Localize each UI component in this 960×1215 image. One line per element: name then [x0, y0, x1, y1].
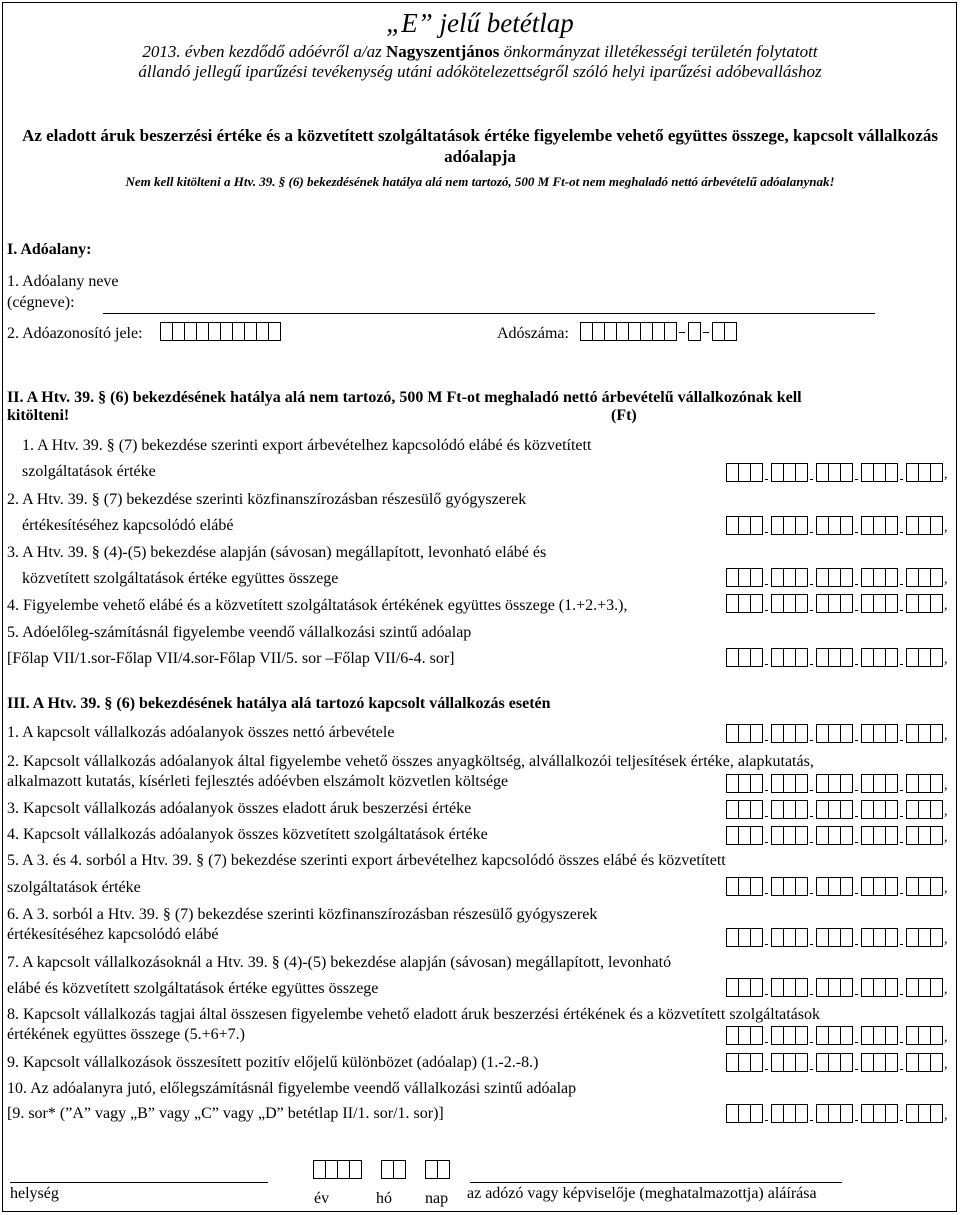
- s3-row2-line2: alkalmazott kutatás, kísérleti fejlesztés adóévben elszámolt közvetlen költsége: [7, 773, 509, 790]
- s3-row10-line2: [9. sor* (”A” vagy „B” vagy „C” vagy „D” betétlap II/1. sor/1. sor)]: [7, 1105, 444, 1122]
- name-field[interactable]: [103, 313, 875, 314]
- separator: [807, 648, 816, 667]
- separator: [852, 594, 861, 613]
- s2-row3-line2: közvetített szolgáltatások értéke együttes összege: [22, 570, 339, 587]
- digit-box[interactable]: [268, 322, 281, 341]
- separator: [807, 516, 816, 535]
- name-label-2: (cégneve):: [7, 294, 75, 311]
- separator: [807, 724, 816, 743]
- digit-box[interactable]: [930, 1104, 943, 1123]
- month-label: hó: [376, 1190, 392, 1207]
- s3-row9-amount[interactable]: [726, 1053, 948, 1072]
- s2-row5-line2: [Főlap VII/1.sor-Főlap VII/4.sor-Főlap VII/5. sor –Főlap VII/6-4. sor]: [7, 650, 455, 667]
- thousands-comma: ,: [944, 652, 948, 667]
- intro-part2: önkormányzat illetékességi területén folytatott állandó jellegű iparűzési tevékenység utáni adókötelezettségről szóló helyi iparűzési adóbevalláshoz: [138, 42, 822, 81]
- digit-box[interactable]: [930, 724, 943, 743]
- separator: [762, 800, 771, 819]
- unit-label: (Ft): [611, 407, 637, 424]
- digit-box[interactable]: [930, 978, 943, 997]
- separator: [852, 800, 861, 819]
- taxid-label: 2. Adóazonosító jele:: [7, 325, 143, 342]
- digit-box[interactable]: [930, 463, 943, 482]
- section1-title: I. Adóalany:: [7, 241, 92, 258]
- s3-row6-line2: értékesítéséhez kapcsolódó elábé: [7, 926, 219, 943]
- digit-box[interactable]: [930, 648, 943, 667]
- signature-label: az adózó vagy képviselője (meghatalmazottja) aláírása: [467, 1185, 817, 1202]
- digit-box[interactable]: [930, 928, 943, 947]
- separator: [807, 774, 816, 793]
- form-note: Nem kell kitölteni a Htv. 39. § (6) bekezdésének hatálya alá nem tartozó, 500 M Ft-ot nem meghaladó nettó árbevételű adóalanynak!: [125, 174, 835, 189]
- signature-field[interactable]: [470, 1182, 842, 1183]
- digit-box[interactable]: [930, 774, 943, 793]
- separator: [807, 1104, 816, 1123]
- separator: [897, 568, 906, 587]
- separator: [852, 877, 861, 896]
- separator: [762, 648, 771, 667]
- municipality-name: Nagyszentjános: [386, 42, 500, 61]
- separator: [852, 1026, 861, 1045]
- place-field[interactable]: [10, 1182, 268, 1183]
- s3-row2-line1: 2. Kapcsolt vállalkozás adóalanyok által figyelembe vehető összes anyagköltség, alvállalkozói teljesítések értéke, alapkutatás,: [7, 753, 814, 770]
- separator: [852, 774, 861, 793]
- name-label-1: 1. Adóalany neve: [7, 273, 119, 290]
- thousands-comma: ,: [944, 598, 948, 613]
- thousands-comma: ,: [944, 881, 948, 896]
- separator: [762, 724, 771, 743]
- thousands-comma: ,: [944, 1030, 948, 1045]
- thousands-comma: ,: [944, 1108, 948, 1123]
- thousands-comma: ,: [944, 520, 948, 535]
- intro-part1: 2013. évben kezdődő adóévről a/az: [142, 42, 387, 61]
- s3-row8-amount[interactable]: [726, 1026, 948, 1045]
- thousands-comma: ,: [944, 467, 948, 482]
- s3-row4-line1: 4. Kapcsolt vállalkozás adóalanyok összes közvetített szolgáltatások értéke: [7, 826, 488, 843]
- separator: [807, 463, 816, 482]
- s3-row10-line1: 10. Az adóalanyra jutó, előlegszámításnál figyelembe veendő vállalkozási szintű adóalap: [7, 1080, 577, 1097]
- separator: [852, 826, 861, 845]
- separator: [807, 928, 816, 947]
- s3-row3-amount[interactable]: [726, 800, 948, 819]
- separator: [762, 463, 771, 482]
- section2-title-1: II. A Htv. 39. § (6) bekezdésének hatálya alá nem tartozó, 500 M Ft-ot meghaladó nettó árbevételű vállalkozónak kell: [7, 389, 802, 406]
- separator: [807, 594, 816, 613]
- thousands-comma: ,: [944, 778, 948, 793]
- taxno-label: Adószáma:: [497, 325, 569, 342]
- s2-row2-line1: 2. A Htv. 39. § (7) bekezdése szerinti közfinanszírozásban részesülő gyógyszerek: [7, 491, 527, 508]
- separator: [762, 594, 771, 613]
- s3-row8-line1: 8. Kapcsolt vállalkozás tagjai által összesen figyelembe vehető eladott áruk beszerzési értékének és a közvetített szolgáltatások: [7, 1006, 821, 1023]
- form-intro: [120, 42, 840, 82]
- separator: [897, 594, 906, 613]
- separator: [897, 774, 906, 793]
- separator: [700, 322, 712, 341]
- taxno-field[interactable]: [580, 322, 736, 341]
- separator: [762, 568, 771, 587]
- separator: [762, 877, 771, 896]
- year-field[interactable]: [313, 1160, 361, 1179]
- separator: [897, 928, 906, 947]
- separator: [762, 1053, 771, 1072]
- separator: [807, 568, 816, 587]
- s2-row4-line1: 4. Figyelembe vehető elábé és a közvetített szolgáltatások értékének együttes összege (1.+2.+3.),: [7, 597, 628, 614]
- separator: [807, 1026, 816, 1045]
- thousands-comma: ,: [944, 982, 948, 997]
- s3-row7-line2: elábé és közvetített szolgáltatások értéke együttes összege: [7, 980, 379, 997]
- separator: [852, 1104, 861, 1123]
- separator: [852, 1053, 861, 1072]
- separator: [852, 928, 861, 947]
- thousands-comma: ,: [944, 1057, 948, 1072]
- section2-title-2: kitölteni!: [7, 407, 70, 424]
- s3-row5-amount[interactable]: [726, 877, 948, 896]
- separator: [762, 826, 771, 845]
- separator: [807, 800, 816, 819]
- s3-row3-line1: 3. Kapcsolt vállalkozás adóalanyok összes eladott áruk beszerzési értéke: [7, 800, 472, 817]
- separator: [897, 877, 906, 896]
- s2-row1-line1: 1. A Htv. 39. § (7) bekezdése szerinti export árbevételhez kapcsolódó elábé és közvetített: [22, 437, 592, 454]
- s2-row2-amount[interactable]: [726, 516, 948, 535]
- s2-row1-line2: szolgáltatások értéke: [22, 463, 156, 480]
- s2-row2-line2: értékesítéséhez kapcsolódó elábé: [22, 517, 234, 534]
- s3-row8-line2: értékének együttes összege (5.+6+7.): [7, 1026, 245, 1043]
- separator: [807, 1053, 816, 1072]
- section3-title: III. A Htv. 39. § (6) bekezdésének hatálya alá tartozó kapcsolt vállalkozás esetén: [7, 695, 551, 712]
- day-label: nap: [425, 1190, 449, 1207]
- digit-box[interactable]: [930, 800, 943, 819]
- s2-row3-amount[interactable]: [726, 568, 948, 587]
- digit-box[interactable]: [930, 877, 943, 896]
- thousands-comma: ,: [944, 830, 948, 845]
- s3-row1-line1: 1. A kapcsolt vállalkozás adóalanyok összes nettó árbevétele: [7, 724, 395, 741]
- s2-row1-amount[interactable]: [726, 463, 948, 482]
- s2-row3-line1: 3. A Htv. 39. § (4)-(5) bekezdése alapján (sávosan) megállapított, levonható elábé és: [7, 544, 547, 561]
- separator: [852, 463, 861, 482]
- s3-row4-amount[interactable]: [726, 826, 948, 845]
- separator: [852, 648, 861, 667]
- place-label: helység: [10, 1185, 59, 1202]
- separator: [897, 1053, 906, 1072]
- separator: [897, 648, 906, 667]
- s2-row5-line1: 5. Adóelőleg-számításnál figyelembe veendő vállalkozási szintű adóalap: [7, 624, 472, 641]
- digit-box[interactable]: [930, 516, 943, 535]
- separator: [807, 978, 816, 997]
- separator: [897, 978, 906, 997]
- s3-row10-amount[interactable]: [726, 1104, 948, 1123]
- digit-box[interactable]: [349, 1160, 362, 1179]
- separator: [762, 1104, 771, 1123]
- digit-box[interactable]: [930, 1026, 943, 1045]
- s3-row9-line1: 9. Kapcsolt vállalkozások összesített pozitív előjelű különbözet (adóalap) (1.-2.-8.): [7, 1054, 539, 1071]
- s2-row5-amount[interactable]: [726, 648, 948, 667]
- s2-row4-amount[interactable]: [726, 594, 948, 613]
- digit-box[interactable]: [930, 1053, 943, 1072]
- separator: [897, 826, 906, 845]
- separator: [762, 978, 771, 997]
- digit-box[interactable]: [393, 1160, 406, 1179]
- s3-row7-amount[interactable]: [726, 978, 948, 997]
- thousands-comma: ,: [944, 804, 948, 819]
- separator: [897, 800, 906, 819]
- thousands-comma: ,: [944, 728, 948, 743]
- digit-box[interactable]: [930, 826, 943, 845]
- s3-row7-line1: 7. A kapcsolt vállalkozásoknál a Htv. 39. § (4)-(5) bekezdése alapján (sávosan) megállapított, levonható: [7, 954, 672, 971]
- s3-row5-line2: szolgáltatások értéke: [7, 879, 141, 896]
- thousands-comma: ,: [944, 932, 948, 947]
- separator: [852, 516, 861, 535]
- separator: [762, 1026, 771, 1045]
- separator: [852, 724, 861, 743]
- separator: [762, 774, 771, 793]
- s3-row1-amount[interactable]: [726, 724, 948, 743]
- separator: [852, 978, 861, 997]
- thousands-comma: ,: [944, 572, 948, 587]
- digit-box[interactable]: [930, 594, 943, 613]
- form-title: „E” jelű betétlap: [386, 8, 574, 38]
- month-field[interactable]: [381, 1160, 405, 1179]
- taxid-field[interactable]: [160, 322, 280, 341]
- s3-row6-line1: 6. A 3. sorból a Htv. 39. § (7) bekezdése szerinti közfinanszírozásban részesülő gyógyszerek: [7, 906, 598, 923]
- separator: [807, 877, 816, 896]
- digit-box[interactable]: [724, 322, 737, 341]
- digit-box[interactable]: [930, 568, 943, 587]
- year-label: év: [314, 1190, 330, 1207]
- separator: [897, 724, 906, 743]
- separator: [807, 826, 816, 845]
- separator: [897, 1104, 906, 1123]
- separator: [897, 1026, 906, 1045]
- day-field[interactable]: [425, 1160, 449, 1179]
- s3-row5-line1: 5. A 3. és 4. sorból a Htv. 39. § (7) bekezdése szerinti export árbevételhez kapcsolódó összes elábé és közvetített: [7, 852, 726, 869]
- separator: [762, 928, 771, 947]
- s3-row6-amount[interactable]: [726, 928, 948, 947]
- separator: [762, 516, 771, 535]
- separator: [897, 463, 906, 482]
- digit-box[interactable]: [437, 1160, 450, 1179]
- separator: [852, 568, 861, 587]
- form-heading: Az eladott áruk beszerzési értéke és a közvetített szolgáltatások értéke figyelembe vehető együttes összege, kapcsolt vállalkozás adóalapja: [22, 126, 938, 166]
- separator: [897, 516, 906, 535]
- s3-row2-amount[interactable]: [726, 774, 948, 793]
- separator: [676, 322, 688, 341]
